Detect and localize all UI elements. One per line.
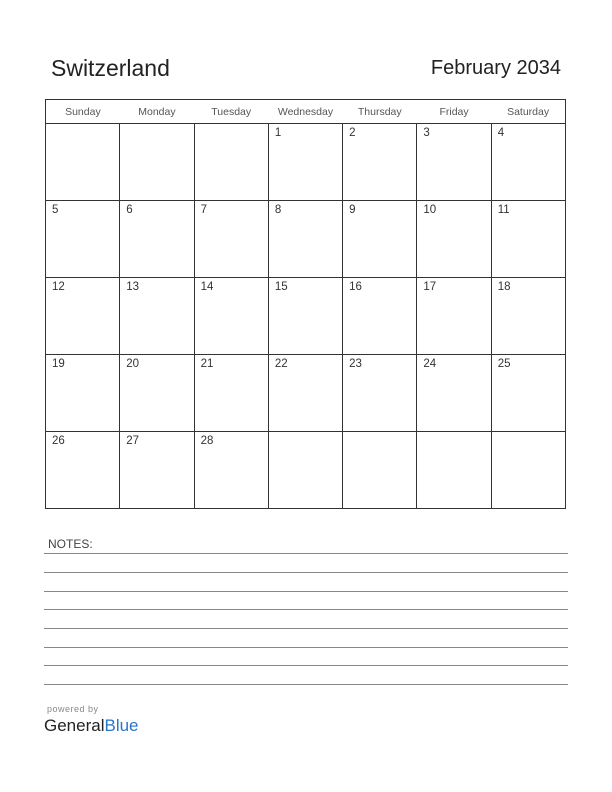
day-cell — [417, 355, 491, 432]
day-number: 13 — [126, 281, 140, 293]
day-cell — [194, 278, 268, 355]
notes-line — [44, 553, 568, 554]
day-number: 5 — [52, 204, 59, 216]
day-number — [269, 432, 342, 435]
notes-line — [44, 609, 568, 610]
week-row — [46, 432, 566, 509]
day-cell — [268, 201, 342, 278]
day-number: 9 — [349, 204, 356, 216]
day-cell — [194, 355, 268, 432]
brand-logo[interactable] — [44, 716, 139, 736]
day-cell — [46, 355, 120, 432]
weekday-header: Thursday — [343, 100, 417, 124]
day-number: 25 — [497, 358, 511, 370]
day-number — [492, 432, 565, 435]
day-number: 12 — [52, 281, 65, 293]
day-number: 14 — [200, 281, 214, 293]
day-cell — [46, 432, 120, 509]
day-number — [343, 432, 416, 435]
day-cell — [194, 432, 268, 509]
day-number: 4 — [497, 127, 505, 139]
day-number: 15 — [274, 281, 288, 293]
country-title: Switzerland — [51, 55, 170, 81]
notes-line — [44, 572, 568, 573]
weekday-header: Friday — [417, 100, 491, 124]
day-number — [120, 124, 193, 127]
day-number: 24 — [423, 358, 437, 370]
day-number: 2 — [349, 127, 356, 139]
day-cell — [491, 124, 565, 201]
week-row — [46, 278, 566, 355]
notes-label: NOTES: — [48, 537, 93, 551]
day-number — [195, 124, 268, 127]
weekday-header: Monday — [120, 100, 194, 124]
day-cell — [417, 278, 491, 355]
notes-line — [44, 628, 568, 629]
day-cell — [417, 124, 491, 201]
day-cell — [268, 124, 342, 201]
weekday-header: Sunday — [46, 100, 120, 124]
day-cell — [194, 201, 268, 278]
day-cell — [120, 124, 194, 201]
day-number: 11 — [497, 204, 510, 216]
day-number: 3 — [423, 127, 430, 139]
day-number: 18 — [497, 281, 511, 293]
weekday-header: Wednesday — [268, 100, 342, 124]
weekday-header: Saturday — [491, 100, 565, 124]
day-cell — [491, 432, 565, 509]
calendar-grid — [45, 99, 566, 511]
day-number: 16 — [349, 281, 362, 293]
day-number: 21 — [200, 358, 214, 370]
day-cell — [343, 201, 417, 278]
brand-name-blue: Blue — [104, 716, 139, 735]
day-number — [417, 432, 490, 435]
day-number: 27 — [126, 435, 140, 447]
day-cell — [417, 201, 491, 278]
month-year-title: February 2034 — [430, 57, 561, 79]
day-cell — [343, 355, 417, 432]
day-cell — [268, 355, 342, 432]
day-number: 6 — [126, 204, 133, 216]
day-cell — [491, 201, 565, 278]
day-cell — [491, 278, 565, 355]
day-cell — [46, 124, 120, 201]
day-cell — [120, 432, 194, 509]
notes-line — [44, 591, 568, 592]
day-number: 1 — [274, 127, 282, 139]
notes-line — [44, 647, 568, 648]
notes-line — [44, 684, 568, 685]
weekday-header-row — [46, 100, 566, 124]
day-number: 28 — [200, 435, 214, 447]
day-number: 19 — [52, 358, 65, 370]
day-number: 23 — [349, 358, 362, 370]
week-row — [46, 124, 566, 201]
day-number: 8 — [274, 204, 282, 216]
day-cell — [268, 432, 342, 509]
weekday-header: Tuesday — [194, 100, 268, 124]
day-cell — [194, 124, 268, 201]
day-cell — [268, 278, 342, 355]
day-cell — [343, 432, 417, 509]
powered-by-label: powered by — [47, 704, 99, 714]
day-number — [46, 124, 119, 127]
notes-line — [44, 665, 568, 666]
day-cell — [343, 124, 417, 201]
week-row — [46, 201, 566, 278]
day-cell — [491, 355, 565, 432]
day-number: 7 — [200, 204, 207, 216]
day-number: 26 — [52, 435, 65, 447]
day-cell — [343, 278, 417, 355]
day-cell — [120, 278, 194, 355]
week-row — [46, 355, 566, 432]
day-number: 20 — [126, 358, 140, 370]
day-number: 22 — [274, 358, 288, 370]
day-cell — [46, 278, 120, 355]
day-cell — [417, 432, 491, 509]
day-number: 17 — [423, 281, 437, 293]
day-cell — [120, 355, 194, 432]
day-cell — [120, 201, 194, 278]
brand-name-general: General — [44, 716, 105, 735]
day-number: 10 — [423, 204, 437, 216]
day-cell — [46, 201, 120, 278]
